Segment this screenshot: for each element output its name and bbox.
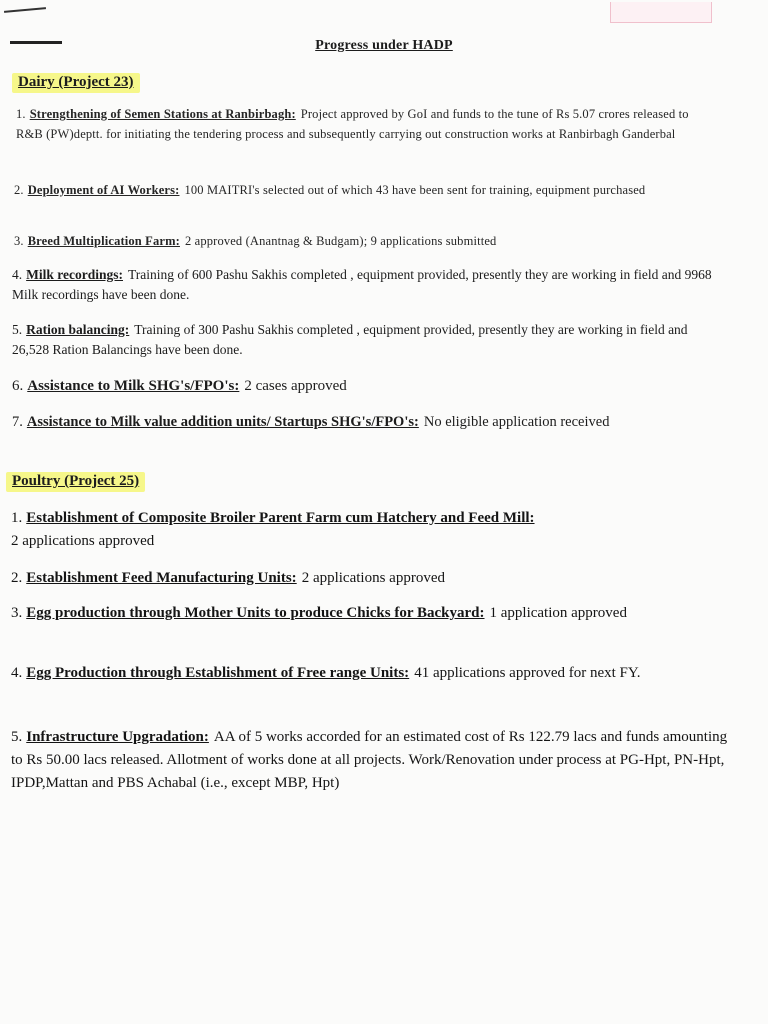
poultry-item xyxy=(11,507,711,553)
paper-tab xyxy=(610,2,712,23)
item-text: AA of 5 works accorded for an estimated cost of Rs 122.79 lacs and funds amounting to Rs 50.00 lacs released. Allotment of works done at all projects. Work/Renovation under process at PG-Hpt, PN-Hpt, IPDP,Mattan and PBS Achabal (i.e., except MBP, Hpt) xyxy=(11,729,728,791)
page-title: Progress under HADP xyxy=(315,38,453,53)
item-text: 41 applications approved for next FY. xyxy=(414,665,641,681)
item-text: Training of 600 Pashu Sakhis completed , equipment provided, presently they are working in field and 9968 Milk recordings have been done. xyxy=(12,267,712,302)
item-number: 5. xyxy=(12,322,23,337)
dairy-item xyxy=(14,180,714,200)
item-text: 2 cases approved xyxy=(244,378,347,394)
item-text: No eligible application received xyxy=(423,414,610,430)
item-number: 1. xyxy=(11,510,23,526)
dairy-item xyxy=(12,320,724,360)
poultry-item xyxy=(11,602,733,625)
dairy-item xyxy=(16,104,710,144)
item-number: 6. xyxy=(12,378,24,394)
poultry-item xyxy=(11,567,731,590)
item-text: 2 approved (Anantnag & Budgam); 9 applications submitted xyxy=(184,234,497,248)
item-number: 2. xyxy=(14,183,24,197)
dairy-item xyxy=(12,265,718,305)
item-number: 7. xyxy=(12,414,23,430)
dairy-item xyxy=(14,231,714,251)
item-text: 2 applications approved xyxy=(301,570,445,586)
item-number: 3. xyxy=(11,605,23,621)
item-number: 5. xyxy=(11,729,23,745)
item-label: Ration balancing: xyxy=(26,322,130,337)
poultry-item xyxy=(11,662,735,685)
dairy-item xyxy=(12,376,724,396)
item-label: Establishment Feed Manufacturing Units: xyxy=(26,570,297,586)
item-label: Breed Multiplication Farm: xyxy=(27,234,180,248)
item-label: Assistance to Milk value addition units/ Startups SHG's/FPO's: xyxy=(26,414,419,430)
item-text: Project approved by GoI and funds to the tune of Rs 5.07 crores released to R&B (PW)deptt. for initiating the tendering process and subsequently carrying out construction works at Ranbirbagh Ganderbal xyxy=(16,107,689,141)
item-label: Milk recordings: xyxy=(26,267,123,282)
scan-mark xyxy=(4,7,46,13)
item-label: Egg production through Mother Units to produce Chicks for Backyard: xyxy=(26,605,485,621)
item-number: 2. xyxy=(11,570,23,586)
dairy-heading: Dairy (Project 23) xyxy=(12,73,140,93)
poultry-heading: Poultry (Project 25) xyxy=(6,472,145,492)
item-text: 100 MAITRI's selected out of which 43 have been sent for training, equipment purchased xyxy=(184,183,646,197)
item-text: 1 application approved xyxy=(489,605,627,621)
item-number: 3. xyxy=(14,234,24,248)
poultry-item xyxy=(11,726,741,795)
item-text: Training of 300 Pashu Sakhis completed , equipment provided, presently they are working in field and 26,528 Ration Balancings have been done. xyxy=(12,322,688,357)
item-label: Strengthening of Semen Stations at Ranbirbagh: xyxy=(29,107,296,121)
dairy-item xyxy=(12,410,734,434)
item-label: Infrastructure Upgradation: xyxy=(26,729,209,745)
item-number: 4. xyxy=(12,267,23,282)
item-label: Assistance to Milk SHG's/FPO's: xyxy=(27,378,240,394)
item-number: 1. xyxy=(16,107,26,121)
item-text: 2 applications approved xyxy=(11,533,155,549)
item-label: Deployment of AI Workers: xyxy=(27,183,180,197)
item-number: 4. xyxy=(11,665,23,681)
item-label: Egg Production through Establishment of Free range Units: xyxy=(26,665,410,681)
item-label: Establishment of Composite Broiler Parent Farm cum Hatchery and Feed Mill: xyxy=(26,510,535,526)
